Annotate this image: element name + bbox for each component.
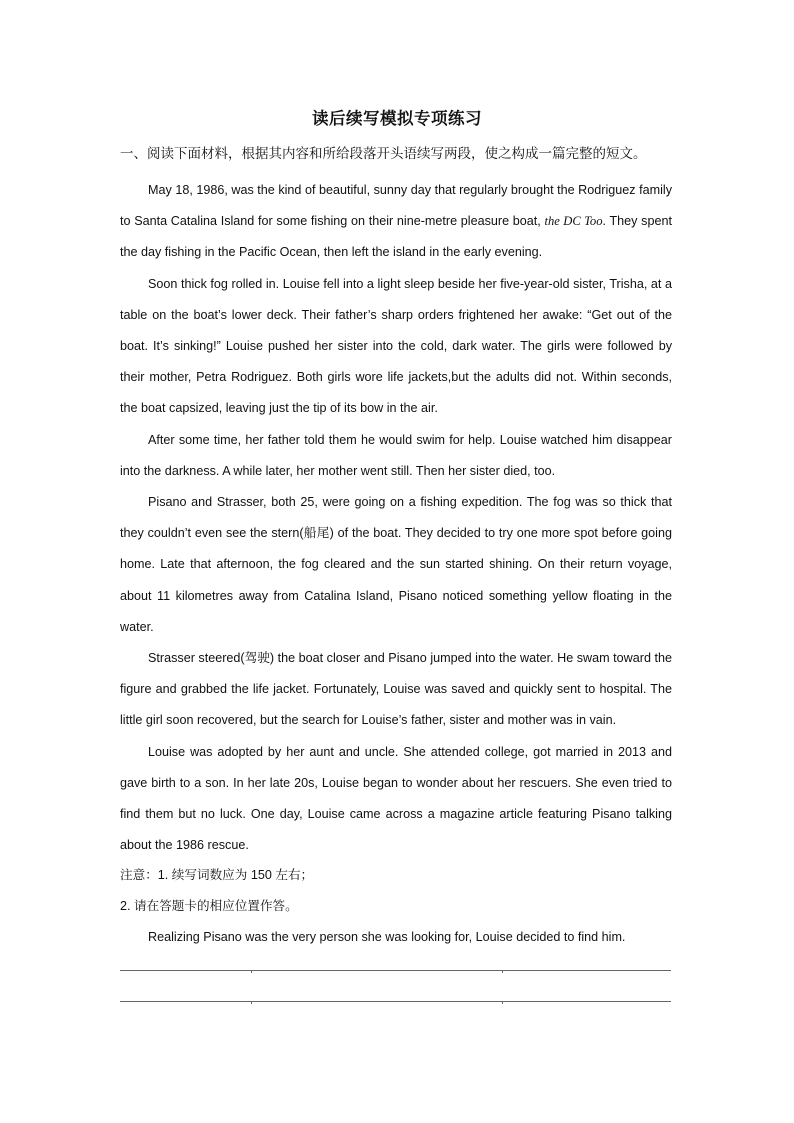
- prompt-sentence: Realizing Pisano was the very person she was looking for, Louise decided to find him.: [148, 930, 626, 944]
- answer-line-divider: [502, 1001, 503, 1004]
- continuation-prompt: [120, 922, 672, 953]
- boat-name: the DC Too: [544, 214, 603, 229]
- answer-line-divider: [251, 970, 252, 973]
- passage-paragraph-1: [120, 175, 672, 269]
- answer-line-divider: [251, 1001, 252, 1004]
- page-title: 读后续写模拟专项练习: [312, 110, 482, 128]
- notes-section: [120, 860, 672, 922]
- answer-line[interactable]: [120, 1001, 671, 1002]
- passage-paragraph-5: Strasser steered(驾驶) the boat closer and Pisano jumped into the water. He swam toward the figure and grabbed the life jacket. Fortunately, Louise was saved and quickly sent to hospital. The little girl soon recovered, but the search for Louise’s father, sister and mother was in vain.: [120, 651, 672, 728]
- passage-paragraph-6: Louise was adopted by her aunt and uncle. She attended college, got married in 2013 and gave birth to a son. In her late 20s, Louise began to wonder about her rescuers. She even tried to find them but no luck. One day, Louise came across a magazine article featuring Pisano talking about the 1986 rescue.: [120, 744, 672, 853]
- note-word-count: 注意：1. 续写词数应为 150 左右；: [120, 868, 314, 882]
- reading-passage: [120, 175, 672, 861]
- passage-paragraph-4: Pisano and Strasser, both 25, were going on a fishing expedition. The fog was so thick that they couldn’t even see the stern(船尾) of the boat. They decided to try one more spot before going home. Late that afternoon, the fog cleared and the sun started shining. On their return voyage, about 11 kilometres away from Catalina Island, Pisano noticed something yellow floating in the water.: [120, 495, 672, 634]
- paragraph-1-text: May 18, 1986, was the kind of beautiful, sunny day that regularly brought the Rodriguez family to Santa Catalina Island for some fishing on their nine-metre pleasure boat,: [120, 183, 672, 229]
- task-instruction: 一、阅读下面材料，根据其内容和所给段落开头语续写两段，使之构成一篇完整的短文。: [120, 146, 647, 161]
- answer-line[interactable]: [120, 970, 671, 971]
- passage-paragraph-2: Soon thick fog rolled in. Louise fell into a light sleep beside her five-year-old sister, Trisha, at a table on the boat’s lower deck. Their father’s sharp orders frightened her awake: “Get out of the boat. It’s sinking!” Louise pushed her sister into the cold, dark water. The girls were followed by their mother, Petra Rodriguez. Both girls wore life jackets,but the adults did not. Within seconds, the boat capsized, leaving just the tip of its bow in the air.: [120, 276, 672, 416]
- note-answer-location: 2. 请在答题卡的相应位置作答。: [120, 899, 298, 914]
- passage-paragraph-3: After some time, her father told them he would swim for help. Louise watched him disappear into the darkness. A while later, her mother went still. Then her sister died, too.: [120, 432, 672, 478]
- paragraph-1-text-end: . They spent the day fishing in the Pacific Ocean, then left the island in the early evening.: [120, 214, 672, 260]
- answer-line-divider: [502, 970, 503, 973]
